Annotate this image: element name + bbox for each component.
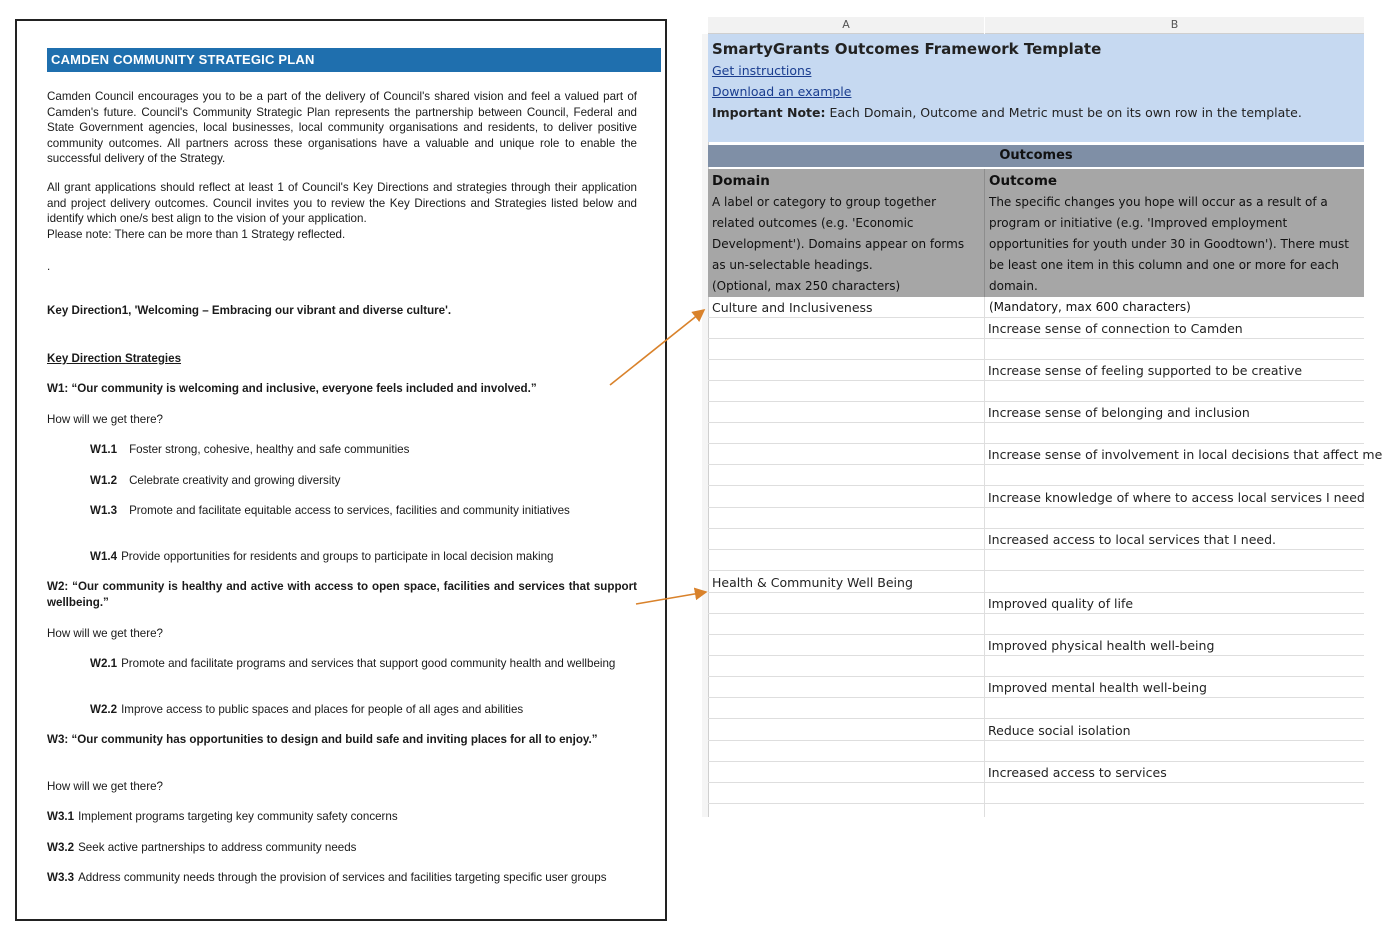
- outcome-cell: Increased access to services: [988, 765, 1167, 780]
- column-header-b[interactable]: B: [985, 17, 1364, 34]
- domain-header: Domain: [712, 173, 770, 189]
- strategy-text: Promote and facilitate programs and services that support good community health and wellbeing: [121, 657, 616, 670]
- outcome-cell: Reduce social isolation: [988, 723, 1131, 738]
- outcome-description: The specific changes you hope will occur as a result of a program or initiative (e.g. 'Improved employment opportunities for youth under 30 in Goodtown'). There must be least one item in this column and one or more for each domain.: [989, 195, 1349, 293]
- w1-statement: W1: “Our community is welcoming and inclusive, everyone feels included and involved.”: [47, 382, 537, 395]
- strategy-text: Seek active partnerships to address community needs: [78, 841, 357, 854]
- note-text: Each Domain, Outcome and Metric must be on its own row in the template.: [825, 105, 1302, 120]
- outcome-cell: Increase sense of belonging and inclusion: [988, 405, 1250, 420]
- note-label: Important Note:: [712, 105, 826, 120]
- arrow-w2-to-health: [636, 592, 706, 604]
- w3-statement: W3: “Our community has opportunities to design and build safe and inviting places for all to enjoy.”: [47, 733, 598, 746]
- outcome-cell: Increase sense of connection to Camden: [988, 321, 1243, 336]
- key-direction-heading: Key Direction1, 'Welcoming – Embracing our vibrant and diverse culture'.: [47, 304, 452, 317]
- strategy-text: Implement programs targeting key community safety concerns: [78, 810, 398, 823]
- intro-paragraph-1: Camden Council encourages you to be a part of the delivery of Council's shared vision and feel a valued part of Camden's future. Council's Community Strategic Plan represents the partnership between Council, Federal and State Government agencies, local businesses, local community organisations and residents, to deliver positive community outcomes. All partners across these organisations have a valuable and unique role to enable the successful delivery of the Strategy.: [47, 90, 637, 165]
- strategy-code: W3.1: [47, 810, 75, 823]
- strategies-heading: Key Direction Strategies: [47, 352, 182, 365]
- strategy-code: W1.1: [90, 443, 118, 456]
- outcome-cell: Improved physical health well-being: [988, 638, 1215, 653]
- arrow-w1-to-culture: [610, 310, 704, 385]
- domain-cell: Health & Community Well Being: [712, 575, 913, 590]
- outcome-cell: Improved mental health well-being: [988, 680, 1207, 695]
- strategy-code: W2.1: [90, 657, 118, 670]
- domain-description: A label or category to group together related outcomes (e.g. 'Economic Development'). Domains appear on forms as un-selectable headings.: [712, 195, 965, 272]
- intro-paragraph-2: All grant applications should reflect at least 1 of Council's Key Directions and strategies through their application and project delivery outcomes. Council invites you to review the Key Directions and Strategies listed below and identify which one/s best align to the vision of your application.: [47, 181, 637, 225]
- dot-marker: .: [47, 260, 51, 273]
- strategy-text: Address community needs through the provision of services and facilities targeting specific user groups: [78, 871, 607, 884]
- intro-note: Please note: There can be more than 1 Strategy reflected.: [47, 228, 346, 241]
- w1-how: How will we get there?: [47, 413, 163, 426]
- w2-how: How will we get there?: [47, 627, 163, 640]
- download-example-link[interactable]: Download an example: [712, 84, 852, 99]
- strategy-code: W1.4: [90, 550, 118, 563]
- strategy-text: Foster strong, cohesive, healthy and safe communities: [129, 443, 410, 456]
- strategy-text: Provide opportunities for residents and groups to participate in local decision making: [121, 550, 554, 563]
- outcome-limit: (Mandatory, max 600 characters): [989, 300, 1191, 314]
- w3-how: How will we get there?: [47, 780, 163, 793]
- strategy-code: W2.2: [90, 703, 118, 716]
- domain-limit: (Optional, max 250 characters): [712, 279, 901, 293]
- strategy-text: Promote and facilitate equitable access to services, facilities and community initiatives: [129, 504, 570, 517]
- outcome-cell: Increase knowledge of where to access local services I need: [988, 490, 1365, 505]
- outcome-cell: Increase sense of involvement in local decisions that affect me: [988, 447, 1383, 462]
- strategy-text: Improve access to public spaces and places for people of all ages and abilities: [121, 703, 524, 716]
- outcome-cell: Increase sense of feeling supported to be creative: [988, 363, 1303, 378]
- outcome-header: Outcome: [989, 173, 1058, 189]
- template-title: SmartyGrants Outcomes Framework Template: [712, 40, 1102, 58]
- w2-statement: W2: “Our community is healthy and active with access to open space, facilities and services that support wellbeing.”: [47, 580, 637, 609]
- strategy-code: W3.3: [47, 871, 75, 884]
- strategy-code: W1.3: [90, 504, 118, 517]
- outcome-cell: Increased access to local services that I need.: [988, 532, 1277, 547]
- outcomes-header: Outcomes: [708, 145, 1364, 167]
- strategy-code: W1.2: [90, 474, 118, 487]
- domain-cell: Culture and Inclusiveness: [712, 300, 873, 315]
- strategy-code: W3.2: [47, 841, 75, 854]
- column-header-a[interactable]: A: [708, 17, 984, 34]
- document-banner: CAMDEN COMMUNITY STRATEGIC PLAN: [47, 48, 661, 72]
- outcome-cell: Improved quality of life: [988, 596, 1134, 611]
- strategy-text: Celebrate creativity and growing diversity: [129, 474, 341, 487]
- get-instructions-link[interactable]: Get instructions: [712, 63, 812, 78]
